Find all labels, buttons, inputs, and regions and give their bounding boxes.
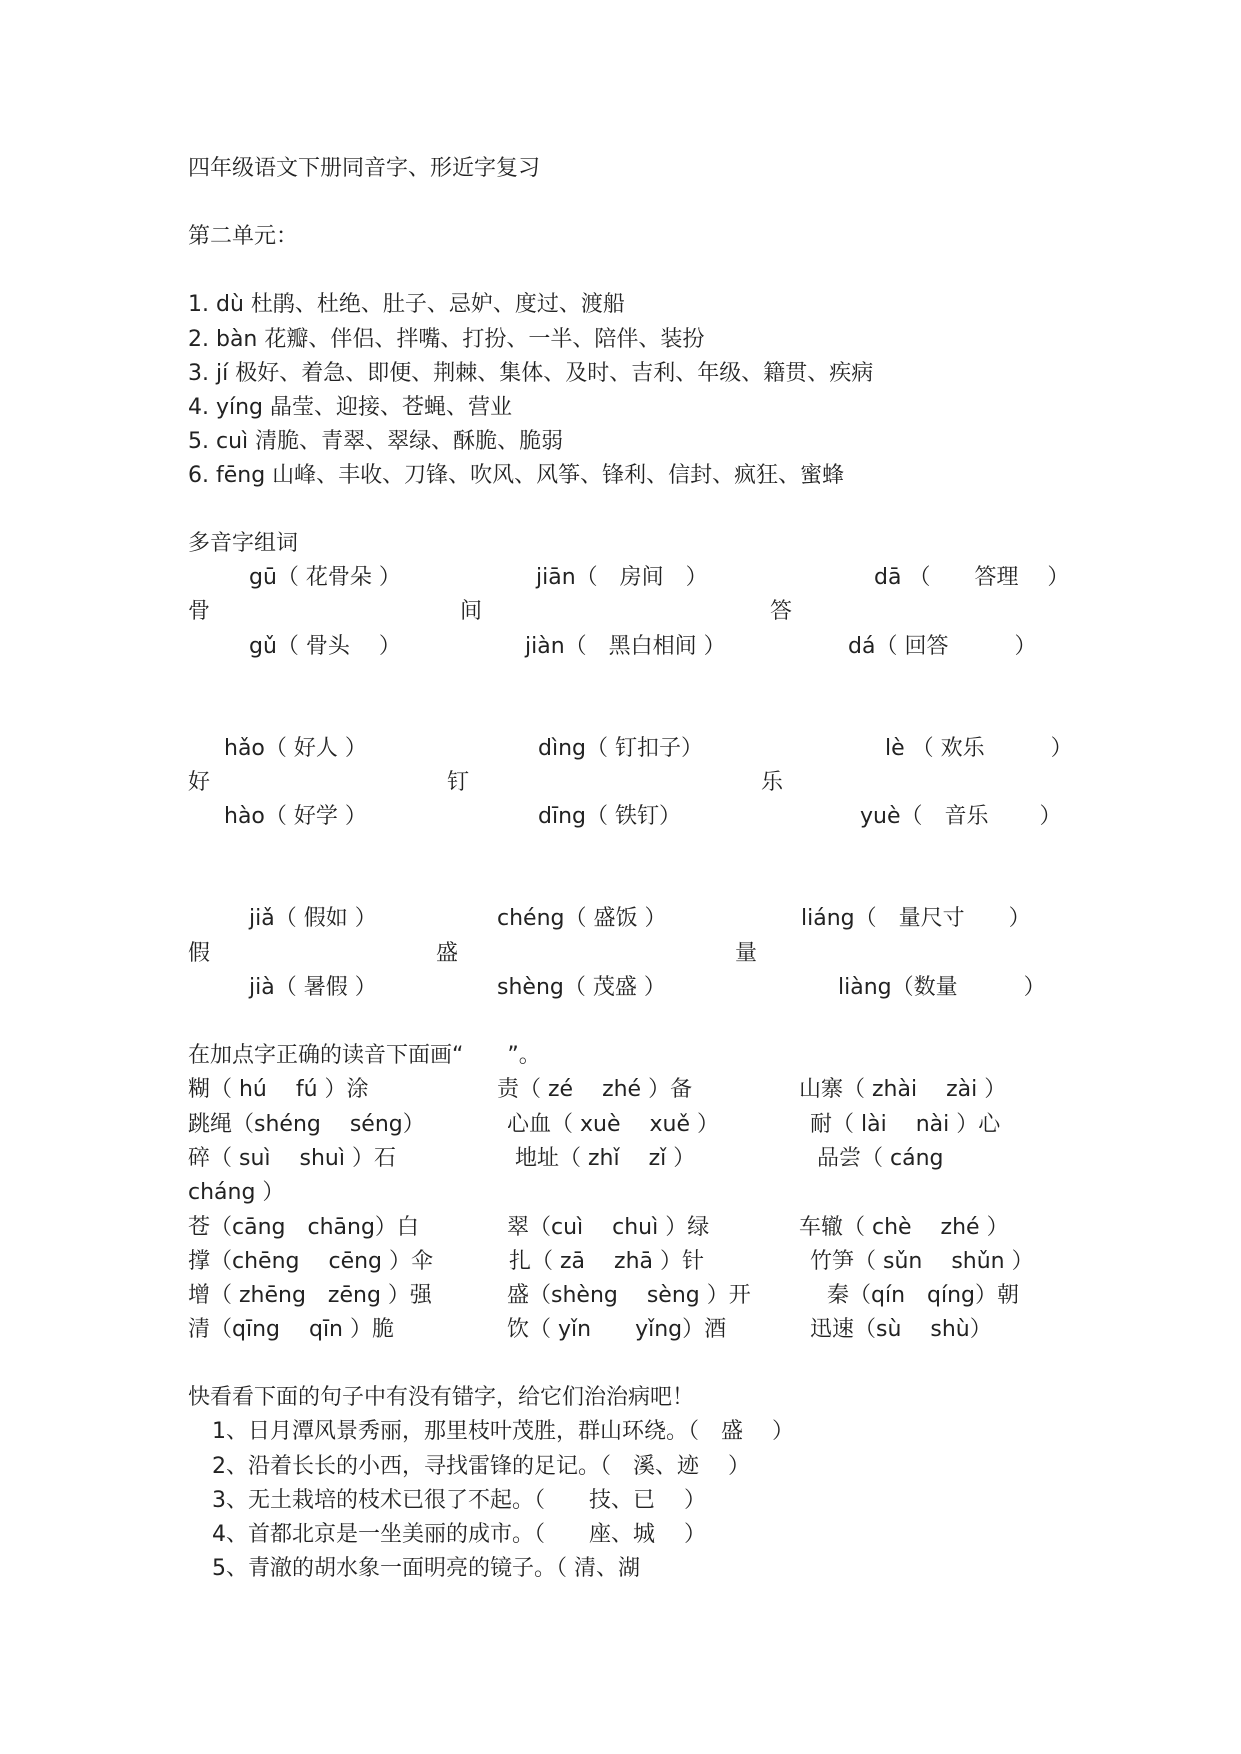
polyphone-bottom: shèng（ 茂盛 ） (497, 975, 666, 1000)
polyphone-char: 乐 (761, 770, 784, 795)
correction-item: 3、无土栽培的枝术已很了不起。（ 技、已 ） (212, 1488, 706, 1513)
pronunciation-item: 撑（chēng cēng ）伞 (188, 1249, 434, 1274)
pronunciation-item: 增（ zhēng zēng ）强 (188, 1283, 432, 1308)
polyphone-bottom: liàng（数量 ） (838, 975, 1046, 1000)
polyphone-char: 好 (188, 770, 211, 795)
polyphone-char: 钉 (447, 770, 470, 795)
polyphone-char: 间 (460, 599, 483, 624)
pronunciation-item: 竹笋（ sǔn shǔn ） (810, 1249, 1034, 1274)
pronunciation-item: 秦（qín qíng）朝 (827, 1283, 1020, 1308)
pronunciation-item: 跳绳（shéng séng） (188, 1112, 425, 1137)
pronunciation-item: 责（ zé zhé ）备 (497, 1077, 693, 1102)
pronunciation-item: 耐（ lài nài ）心 (810, 1112, 1001, 1137)
pronunciation-item: 苍（cāng chāng）白 (188, 1215, 419, 1240)
polyphone-top: chéng（ 盛饭 ） (497, 906, 667, 931)
polyphone-bottom: yuè（ 音乐 ） (860, 804, 1062, 829)
polyphone-char: 答 (770, 599, 793, 624)
polyphone-top: hǎo（ 好人 ） (224, 736, 367, 761)
homophone-item: 3. jí 极好、着急、即便、荆棘、集体、及时、吉利、年级、籍贯、疾病 (188, 361, 874, 386)
polyphone-top: jiān（ 房间 ） (536, 565, 708, 590)
polyphone-char: 假 (188, 941, 211, 966)
pronunciation-heading: 在加点字正确的读音下面画“ ”。 (188, 1043, 541, 1068)
pronunciation-item: 心血（ xuè xuě ） (507, 1112, 719, 1137)
pronunciation-item: 车辙（ chè zhé ） (799, 1215, 1009, 1240)
polyphone-top: dìng（ 钉扣子） (538, 736, 703, 761)
pronunciation-item: 盛（shèng sèng ）开 (507, 1283, 751, 1308)
pronunciation-item: 糊（ hú fú ）涂 (188, 1077, 369, 1102)
polyphone-char: 骨 (188, 599, 211, 624)
homophone-item: 2. bàn 花瓣、伴侣、拌嘴、打扮、一半、陪伴、装扮 (188, 327, 705, 352)
polyphone-bottom: jià（ 暑假 ） (249, 975, 377, 1000)
polyphone-bottom: jiàn（ 黑白相间 ） (525, 634, 726, 659)
polyphone-bottom: hào（ 好学 ） (224, 804, 367, 829)
polyphone-top: jiǎ（ 假如 ） (249, 906, 377, 931)
polyphone-heading: 多音字组词 (188, 531, 299, 556)
pronunciation-item: 饮（ yǐn yǐng）酒 (507, 1317, 727, 1342)
pronunciation-item: 翠（cuì chuì ）绿 (507, 1215, 710, 1240)
pronunciation-item: cháng ） (188, 1180, 285, 1205)
polyphone-bottom: dá（ 回答 ） (848, 634, 1037, 659)
correction-item: 1、日月潭风景秀丽，那里枝叶茂胜，群山环绕。（ 盛 ） (212, 1419, 794, 1444)
correction-item: 4、首都北京是一坐美丽的成市。（ 座、城 ） (212, 1522, 706, 1547)
polyphone-top: gū（ 花骨朵 ） (249, 565, 401, 590)
polyphone-bottom: gǔ（ 骨头 ） (249, 634, 401, 659)
homophone-item: 1. dù 杜鹃、杜绝、肚子、忌妒、度过、渡船 (188, 292, 625, 317)
homophone-item: 4. yíng 晶莹、迎接、苍蝇、营业 (188, 395, 513, 420)
pronunciation-item: 地址（ zhǐ zǐ ） (515, 1146, 696, 1171)
unit-heading: 第二单元： (188, 224, 299, 249)
pronunciation-item: 山寨（ zhài zài ） (799, 1077, 1007, 1102)
page-title: 四年级语文下册同音字、形近字复习 (188, 156, 541, 181)
polyphone-top: dā （ 答理 ） (874, 565, 1070, 590)
homophone-item: 5. cuì 清脆、青翠、翠绿、酥脆、脆弱 (188, 429, 564, 454)
polyphone-top: lè （ 欢乐 ） (885, 736, 1073, 761)
correction-heading: 快看看下面的句子中有没有错字，给它们治治病吧！ (188, 1385, 695, 1410)
pronunciation-item: 清（qīng qīn ）脆 (188, 1317, 394, 1342)
pronunciation-item: 迅速（sù shù） (810, 1317, 992, 1342)
polyphone-char: 盛 (436, 941, 459, 966)
pronunciation-item: 品尝（ cáng (817, 1146, 944, 1171)
correction-item: 5、青澈的胡水象一面明亮的镜子。（ 清、湖 (212, 1556, 640, 1581)
homophone-item: 6. fēng 山峰、丰收、刀锋、吹风、风筝、锋利、信封、疯狂、蜜蜂 (188, 463, 845, 488)
polyphone-bottom: dīng（ 铁钉） (538, 804, 681, 829)
polyphone-top: liáng（ 量尺寸 ） (801, 906, 1031, 931)
pronunciation-item: 扎（ zā zhā ）针 (509, 1249, 704, 1274)
pronunciation-item: 碎（ suì shuì ）石 (188, 1146, 396, 1171)
polyphone-char: 量 (735, 941, 758, 966)
correction-item: 2、沿着长长的小西，寻找雷锋的足记。（ 溪、迹 ） (212, 1454, 750, 1479)
